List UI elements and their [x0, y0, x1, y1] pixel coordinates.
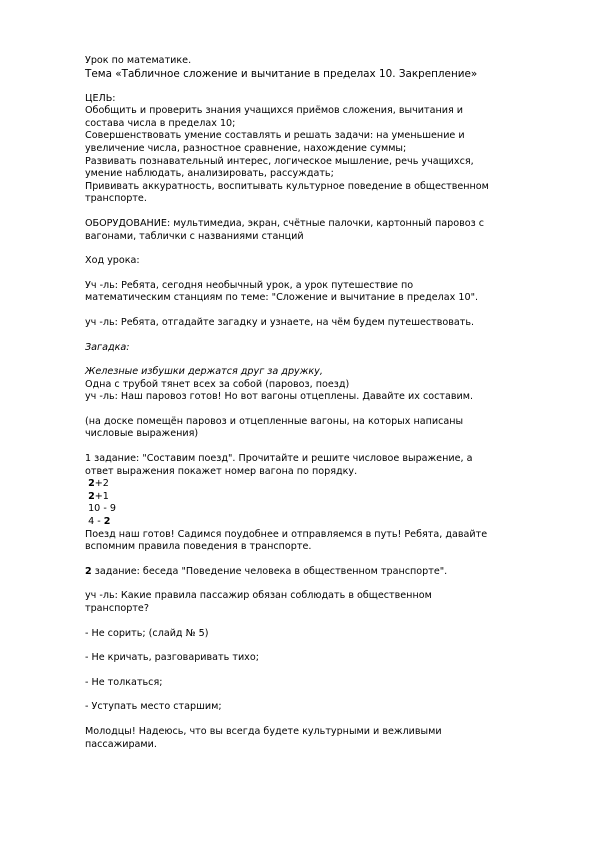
goals-label: ЦЕЛЬ:: [85, 92, 116, 104]
riddle-heading: Загадка:: [85, 341, 130, 353]
lesson-topic: Тема «Табличное сложение и вычитание в пределах 10. Закрепление»: [85, 67, 478, 80]
final-line: пассажирами.: [85, 738, 157, 750]
expression: 2+2: [88, 478, 109, 490]
task1-closing-line: вспомним правила поведения в транспорте.: [85, 541, 312, 553]
task2-number: 2: [85, 565, 92, 577]
lesson-heading: Ход урока:: [85, 255, 140, 267]
riddle-line: Одна с трубой тянет всех за собой (паровоз, поезд): [85, 378, 350, 390]
lesson-subject: Урок по математике.: [85, 55, 192, 66]
goals-line: Прививать аккуратность, воспитывать культурное поведение в общественном: [85, 180, 489, 192]
train-ready-line: уч -ль: Наш паровоз готов! Но вот вагоны отцеплены. Давайте их составим.: [85, 391, 474, 403]
rule-item: - Не кричать, разговаривать тихо;: [85, 652, 259, 664]
intro-line: математическим станциям по теме: "Сложение и вычитание в пределах 10".: [85, 292, 479, 304]
goals-line: состава числа в пределах 10;: [85, 117, 236, 129]
task1-line: ответ выражения покажет номер вагона по порядку.: [85, 465, 358, 477]
rule-item: - Не толкаться;: [85, 676, 163, 688]
question-line: уч -ль: Какие правила пассажир обязан соблюдать в общественном: [85, 590, 432, 602]
task2-heading: 2 задание: беседа "Поведение человека в общественном транспорте".: [85, 565, 448, 577]
expression: 10 - 9: [88, 503, 116, 515]
goals-line: транспорте.: [85, 193, 147, 205]
intro-line: Уч -ль: Ребята, сегодня необычный урок, а урок путешествие по: [85, 279, 414, 291]
task1-number: 1: [85, 453, 92, 465]
task1-heading: 1 задание: "Составим поезд". Прочитайте и решите числовое выражение, а: [85, 453, 473, 465]
goals-line: увеличение числа, разностное сравнение, нахождение суммы;: [85, 142, 407, 154]
equipment-line: вагонами, таблички с названиями станций: [85, 230, 304, 242]
final-line: Молодцы! Надеюсь, что вы всегда будете культурными и вежливыми: [85, 725, 442, 737]
document-page: [85, 55, 560, 751]
riddle-prompt: уч -ль: Ребята, отгадайте загадку и узнаете, на чём будем путешествовать.: [85, 316, 475, 328]
board-note-line: числовые выражения): [85, 428, 199, 440]
equipment-line: ОБОРУДОВАНИЕ: мультимедиа, экран, счётные палочки, картонный паровоз с: [85, 217, 485, 229]
rule-item: - Уступать место старшим;: [85, 701, 222, 713]
question-line: транспорте?: [85, 603, 149, 614]
expression: 4 - 2: [88, 516, 111, 528]
expression: 2+1: [88, 490, 109, 502]
goals-line: умение наблюдать, анализировать, рассуждать;: [85, 168, 334, 180]
task1-closing-line: Поезд наш готов! Садимся поудобнее и отправляемся в путь! Ребята, давайте: [85, 528, 488, 540]
goals-line: Развивать познавательный интерес, логическое мышление, речь учащихся,: [85, 155, 474, 167]
goals-line: Обобщить и проверить знания учащихся приёмов сложения, вычитания и: [85, 105, 464, 117]
board-note-line: (на доске помещён паровоз и отцепленные вагоны, на которых написаны: [85, 415, 464, 427]
riddle-line: Железные избушки держатся друг за дружку,: [85, 366, 323, 378]
goals-line: Совершенствовать умение составлять и решать задачи: на уменьшение и: [85, 130, 465, 142]
rule-item: - Не сорить; (слайд № 5): [85, 627, 209, 639]
